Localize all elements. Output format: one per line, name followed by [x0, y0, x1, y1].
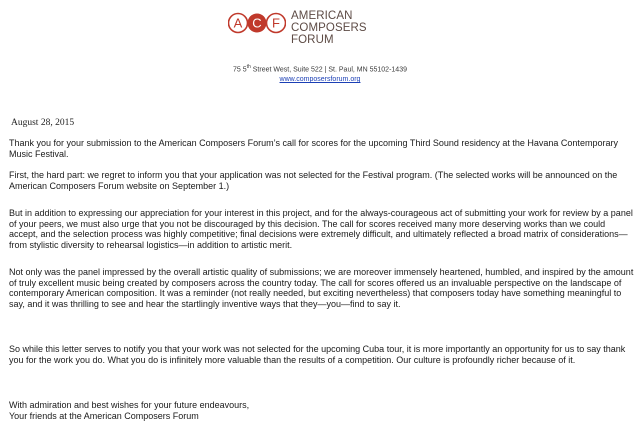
address-line — [0, 64, 640, 73]
letter-paragraph-4: Not only was the panel impressed by the overall artistic quality of submissions; we are moreover immensely heartened, humbled, and inspired by the amount of truly excellent music being created by composers across the country today. The call for scores offered us an invaluable perspective on the landscape of contemporary American composition. It was a reminder (not really needed, but exciting nevertheless) that composers today have something meaningful to say, and it was thrilling to see and hear the startlingly inventive ways that they—you—find to say it. — [9, 267, 634, 309]
address-number: 75 5 — [233, 66, 247, 74]
address-ordinal: th — [246, 64, 251, 70]
logo-letter-f: F — [272, 15, 280, 31]
org-name-line-2: COMPOSERS — [291, 22, 367, 34]
logo-letter-c: C — [252, 15, 262, 31]
logo-letter-a: A — [233, 15, 243, 31]
address-rest: Street West, Suite 522 | St. Paul, MN 55102-1439 — [250, 66, 407, 74]
org-name — [291, 10, 367, 46]
org-name-line-3: FORUM — [291, 34, 334, 46]
letter-paragraph-2: First, the hard part: we regret to inform you that your application was not selected for the Festival program. (The selected works will be announced on the American Composers Forum website on September 1.) — [9, 170, 618, 191]
closing-signature: Your friends at the American Composers Forum — [9, 410, 199, 421]
letter-paragraph-1: Thank you for your submission to the American Composers Forum’s call for scores for the upcoming Third Sound residency at the Havana Contemporary Music Festival. — [9, 138, 618, 159]
org-name-line-1: AMERICAN — [291, 10, 353, 22]
closing-line-1: With admiration and best wishes for your future endeavours, — [9, 400, 250, 410]
letter-date: August 28, 2015 — [11, 118, 75, 128]
letter-paragraph-3: But in addition to expressing our appreciation for your interest in this project, and for the always-courageous act of submitting your work for review by a panel of your peers, we must also urge that you not be discouraged by this decision. The call for scores received many more deserving works than we could accept, and the selection process was highly competitive; final decisions were extremely difficult, and ultimately reflected a broad matrix of considerations—from stylistic diversity to rehearsal logistics—in addition to artistic merit. — [9, 208, 633, 250]
website-link[interactable]: www.composersforum.org — [279, 76, 361, 83]
acf-logo — [228, 8, 286, 38]
letter-paragraph-5: So while this letter serves to notify you that your work was not selected for the upcoming Cuba tour, it is more importantly an opportunity for us to say thank you for the work you do. What you do is infinitely more valuable than the results of a competition. Our culture is profoundly richer because of it. — [9, 344, 626, 365]
letter-closing — [9, 400, 249, 421]
